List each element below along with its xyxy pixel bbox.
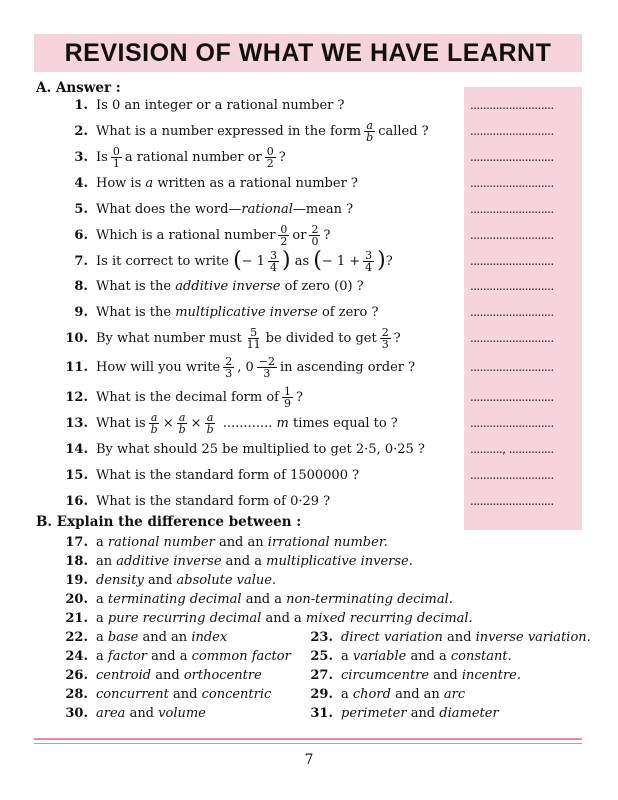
page-number: 7 xyxy=(304,752,314,768)
answer-blank-5[interactable]: .......................... xyxy=(470,202,554,216)
question-text: What is the xyxy=(96,278,172,294)
question-text: By what number must xyxy=(96,330,242,346)
question-text: What is the standard form of 0·29 ? xyxy=(96,493,331,509)
answer-blank-2[interactable]: .......................... xyxy=(470,124,554,138)
question-number: 9. xyxy=(74,304,88,320)
fraction: $\frac{3}{4}$ xyxy=(365,248,373,274)
question-text: called ? xyxy=(378,123,429,139)
answer-blank-15[interactable]: .......................... xyxy=(470,468,554,482)
question-2 xyxy=(60,118,429,144)
item-28: 28. concurrent and concentric xyxy=(60,685,271,703)
question-text: a rational number or xyxy=(124,149,262,165)
question-text: What is the xyxy=(96,304,172,320)
paren: ) xyxy=(281,248,291,273)
fraction: $\frac{1}{9}$ xyxy=(284,384,291,410)
answer-blank-16[interactable]: .......................... xyxy=(470,494,554,508)
item-20: 20. a terminating decimal and a non-terminating decimal. xyxy=(60,590,453,608)
item-18: 18. an additive inverse and a multiplicative inverse. xyxy=(60,552,413,570)
question-text: in ascending order ? xyxy=(280,359,416,375)
item-number: 30. xyxy=(65,705,88,721)
page-title: REVISION OF WHAT WE HAVE LEARNT xyxy=(64,38,552,67)
question-number: 10. xyxy=(65,330,88,346)
item-21: 21. a pure recurring decimal and a mixed recurring decimal. xyxy=(60,609,473,627)
question-number: 12. xyxy=(65,389,88,405)
times-sign: × xyxy=(190,415,202,431)
item-number: 26. xyxy=(65,667,88,683)
item-number: 19. xyxy=(65,572,88,588)
question-12 xyxy=(60,384,303,410)
times-sign: × xyxy=(162,415,174,431)
item-number: 22. xyxy=(65,629,88,645)
answer-blank-7[interactable]: .......................... xyxy=(470,254,554,268)
question-14 xyxy=(60,439,425,459)
question-text: ? xyxy=(393,330,401,346)
answer-blank-4[interactable]: .......................... xyxy=(470,176,554,190)
question-text: Which is a rational number xyxy=(96,227,276,243)
italic-term: multiplicative inverse xyxy=(175,304,318,320)
question-number: 13. xyxy=(65,415,88,431)
question-text: Is 0 an integer or a rational number ? xyxy=(96,97,345,113)
question-number: 4. xyxy=(74,175,88,191)
fraction: $\frac{a}{b}$ xyxy=(178,410,186,436)
fraction: $\frac{2}{3}$ xyxy=(225,354,233,380)
question-16 xyxy=(60,491,330,511)
item-22: 22. a base and an index xyxy=(60,628,227,646)
question-6 xyxy=(60,222,331,248)
question-text: of zero (0) ? xyxy=(284,278,364,294)
question-text: ? xyxy=(323,227,331,243)
paren: ( xyxy=(233,248,242,273)
math: − 1 + xyxy=(321,253,361,269)
question-number: 1. xyxy=(74,97,88,113)
question-text: What does the word— xyxy=(96,201,242,217)
title-banner xyxy=(34,34,582,72)
answer-blank-9[interactable]: .......................... xyxy=(470,305,554,319)
item-number: 21. xyxy=(65,610,88,626)
question-number: 3. xyxy=(74,149,88,165)
answer-blank-10[interactable]: .......................... xyxy=(470,331,554,345)
question-text: —mean ? xyxy=(292,201,354,217)
item-24: 24. a factor and a common factor xyxy=(60,647,291,665)
item-number: 23. xyxy=(310,629,333,645)
question-number: 16. xyxy=(65,493,88,509)
question-9 xyxy=(60,302,378,322)
question-text: What is the standard form of 1500000 ? xyxy=(96,467,360,483)
item-29: 29. a chord and an arc xyxy=(305,685,465,703)
question-1 xyxy=(60,95,344,115)
answer-blank-12[interactable]: .......................... xyxy=(470,390,554,404)
question-5 xyxy=(60,199,353,219)
answer-blank-8[interactable]: .......................... xyxy=(470,279,554,293)
item-number: 29. xyxy=(310,686,333,702)
question-4 xyxy=(60,173,358,193)
section-b-heading: B. Explain the difference between : xyxy=(36,514,302,530)
question-text: Is xyxy=(96,149,108,165)
answer-blank-3[interactable]: .......................... xyxy=(470,150,554,164)
item-27: 27. circumcentre and incentre. xyxy=(305,666,521,684)
question-number: 15. xyxy=(65,467,88,483)
question-number: 8. xyxy=(74,278,88,294)
question-7 xyxy=(60,248,393,274)
question-text: By what should 25 be multiplied to get 2·5, 0·25 ? xyxy=(96,441,425,457)
question-text: Is it correct to write xyxy=(96,253,229,269)
fraction: $\frac{3}{4}$ xyxy=(269,248,277,274)
question-text: What is xyxy=(96,415,146,431)
question-text: be divided to get xyxy=(265,330,377,346)
fraction: $\frac{a}{b}$ xyxy=(150,410,158,436)
question-text: What is the decimal form of xyxy=(96,389,279,405)
italic-term: rational xyxy=(241,201,293,217)
italic-term: m xyxy=(276,415,289,431)
answer-blank-6[interactable]: .......................... xyxy=(470,228,554,242)
item-31: 31. perimeter and diameter xyxy=(305,704,499,722)
paren: ( xyxy=(313,248,322,273)
question-text: or xyxy=(292,227,307,243)
fraction: $\frac{-2}{3}$ xyxy=(258,354,276,380)
question-text: , 0 xyxy=(237,359,254,375)
item-number: 17. xyxy=(65,534,88,550)
question-number: 14. xyxy=(65,441,88,457)
item-17: 17. a rational number and an irrational number. xyxy=(60,533,388,551)
answer-blank-1[interactable]: .......................... xyxy=(470,98,554,112)
item-number: 31. xyxy=(310,705,333,721)
italic-term: additive inverse xyxy=(175,278,281,294)
question-text: times equal to ? xyxy=(292,415,398,431)
item-number: 27. xyxy=(310,667,333,683)
question-13 xyxy=(60,410,398,436)
item-30: 30. area and volume xyxy=(60,704,206,722)
answer-blank-14[interactable]: .........., .............. xyxy=(470,442,554,456)
fraction: $\frac{a}{b}$ xyxy=(206,410,214,436)
fraction: $\frac{0}{2}$ xyxy=(280,222,288,248)
question-8 xyxy=(60,276,364,296)
fraction: $\frac{5}{11}$ xyxy=(246,325,261,351)
item-number: 24. xyxy=(65,648,88,664)
fraction: $\frac{a}{b}$ xyxy=(366,118,374,144)
question-text: ............ xyxy=(222,415,273,431)
question-text: How is xyxy=(96,175,142,191)
math: − 1 xyxy=(241,253,265,269)
footer-rule-thin xyxy=(34,743,582,744)
item-number: 28. xyxy=(65,686,88,702)
item-23: 23. direct variation and inverse variation. xyxy=(305,628,591,646)
item-number: 18. xyxy=(65,553,88,569)
section-a-heading: A. Answer : xyxy=(36,80,121,96)
answer-blank-11[interactable]: .......................... xyxy=(470,360,554,374)
item-19: 19. density and absolute value. xyxy=(60,571,276,589)
question-number: 11. xyxy=(65,359,88,375)
question-text: ? xyxy=(385,253,393,269)
question-10 xyxy=(60,325,401,351)
question-text: written as a rational number ? xyxy=(157,175,358,191)
question-number: 7. xyxy=(74,253,88,269)
answer-blank-13[interactable]: .......................... xyxy=(470,416,554,430)
question-number: 2. xyxy=(74,123,88,139)
question-number: 5. xyxy=(74,201,88,217)
fraction: $\frac{0}{2}$ xyxy=(266,144,274,170)
fraction: $\frac{2}{0}$ xyxy=(311,222,319,248)
question-text: What is a number expressed in the form xyxy=(96,123,362,139)
item-26: 26. centroid and orthocentre xyxy=(60,666,262,684)
italic-term: a xyxy=(145,175,154,191)
question-text: ? xyxy=(278,149,286,165)
footer-rule xyxy=(34,738,582,740)
question-11 xyxy=(60,354,416,380)
item-number: 20. xyxy=(65,591,88,607)
question-text: as xyxy=(294,253,310,269)
paren: ) xyxy=(377,248,386,273)
item-25: 25. a variable and a constant. xyxy=(305,647,512,665)
item-number: 25. xyxy=(310,648,333,664)
fraction: $\frac{0}{1}$ xyxy=(112,144,120,170)
fraction: $\frac{2}{3}$ xyxy=(381,325,389,351)
question-text: of zero ? xyxy=(321,304,379,320)
question-15 xyxy=(60,465,359,485)
question-text: ? xyxy=(296,389,303,405)
question-number: 6. xyxy=(74,227,88,243)
question-3 xyxy=(60,144,286,170)
question-text: How will you write xyxy=(96,359,221,375)
